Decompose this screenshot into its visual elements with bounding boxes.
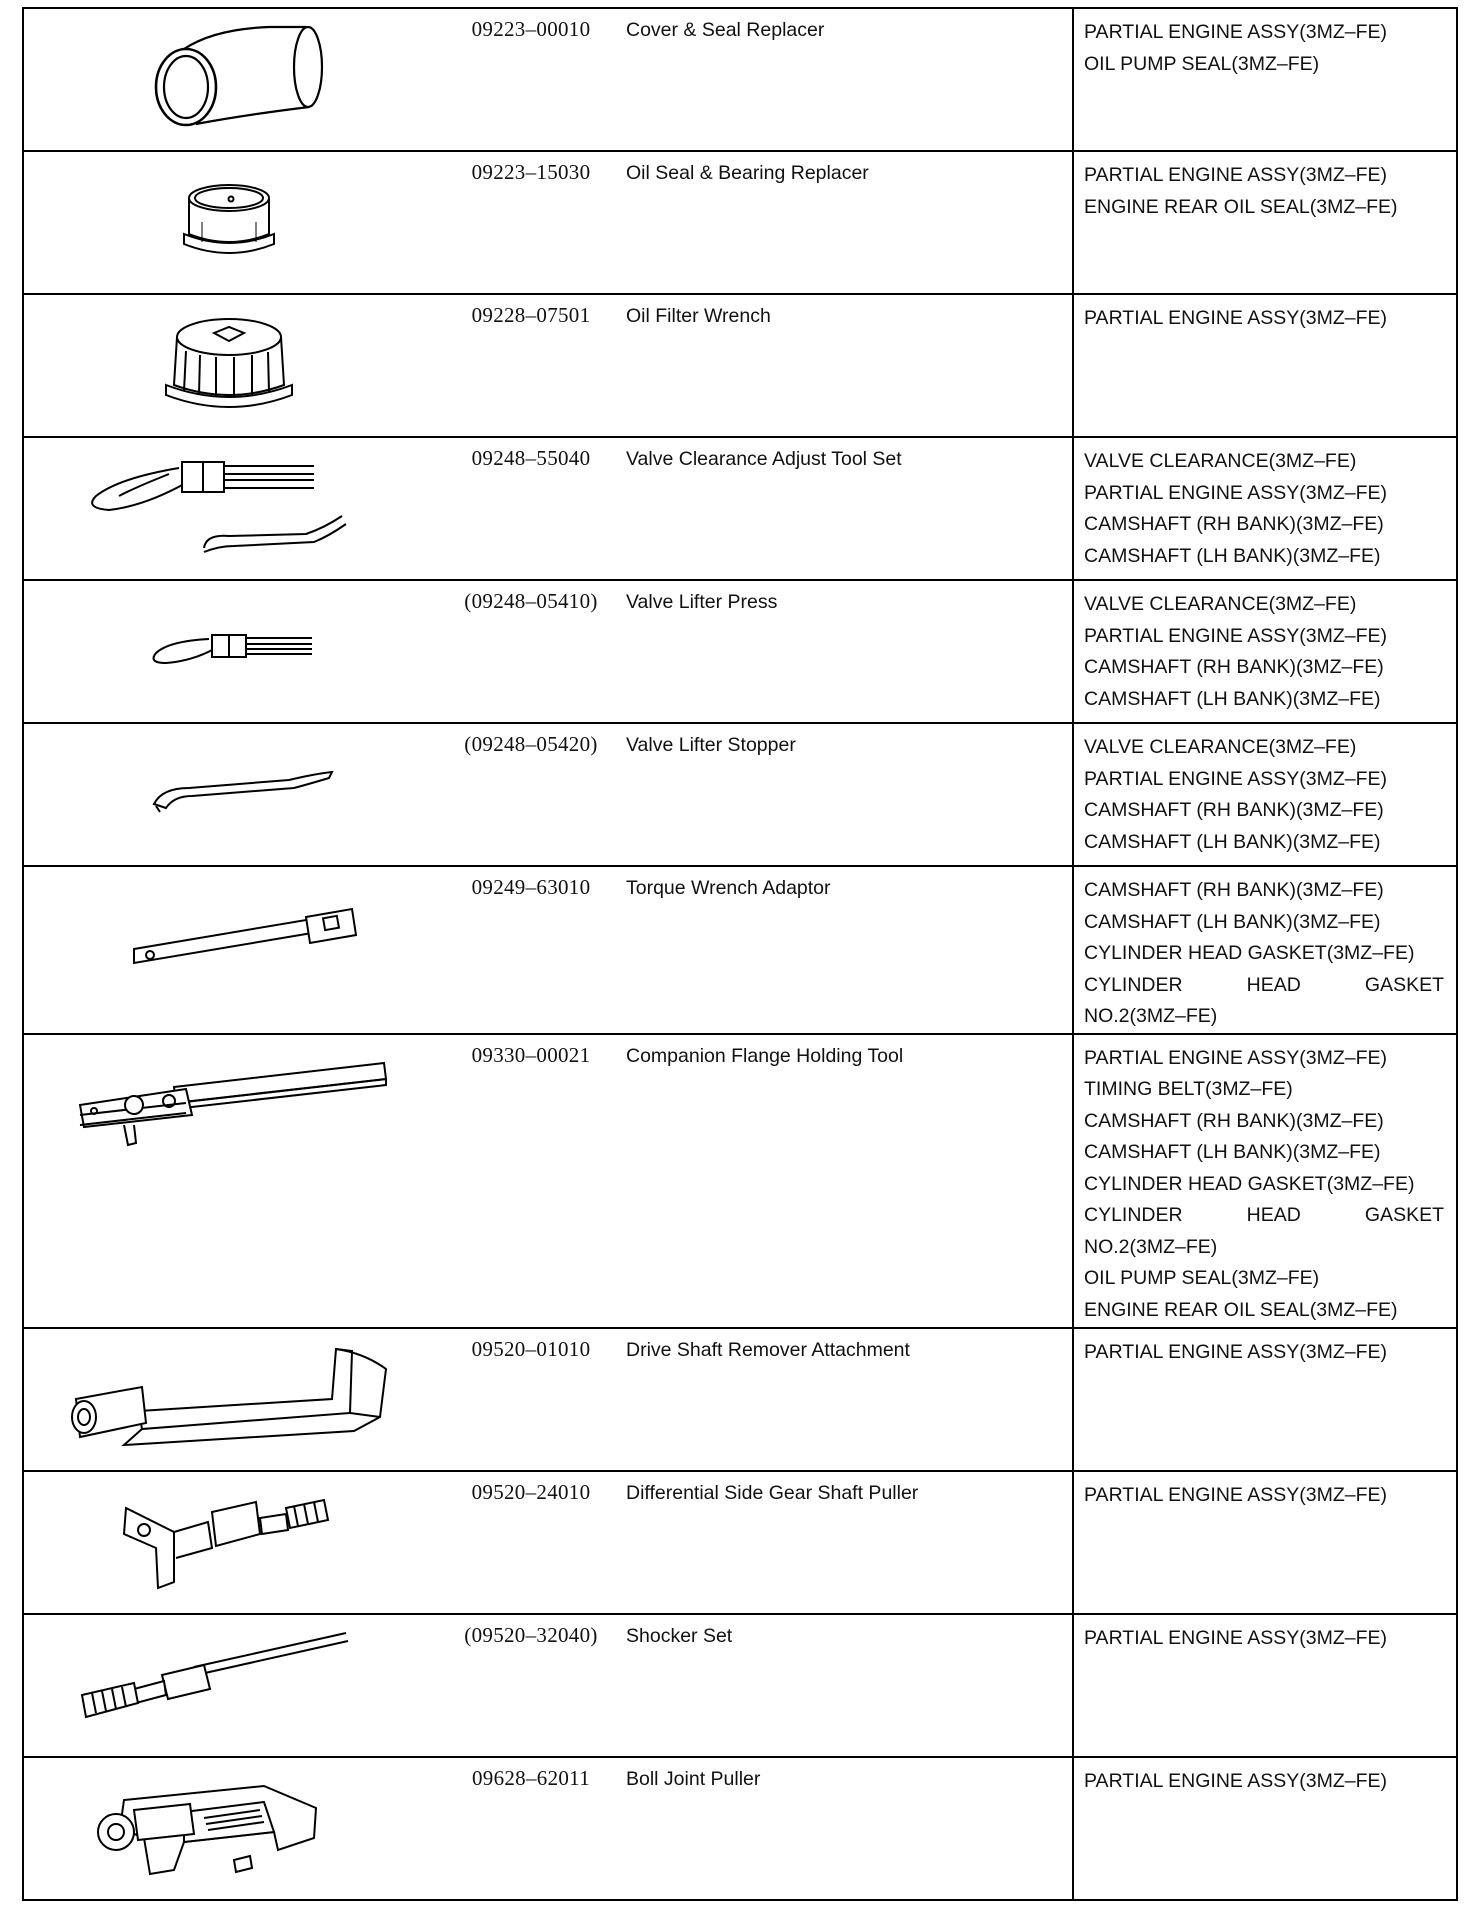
table-row: [23, 437, 1457, 580]
application-line: PARTIAL ENGINE ASSY(3MZ–FE): [1084, 481, 1388, 504]
application-line: VALVE CLEARANCE(3MZ–FE): [1084, 450, 1357, 472]
part-number: 09520–01010: [471, 1336, 591, 1361]
tool-info-cell: [441, 866, 1073, 1034]
application-line: OIL PUMP SEAL(3MZ–FE): [1084, 52, 1320, 75]
tool-illustration-cell: [23, 151, 441, 294]
application-word: GASKET: [1364, 1204, 1444, 1226]
torque-wrench-adaptor-icon: [24, 867, 442, 1028]
application-line: ENGINE REAR OIL SEAL(3MZ–FE): [1084, 195, 1398, 218]
application-line: TIMING BELT(3MZ–FE): [1084, 1078, 1293, 1100]
applications-cell: [1073, 723, 1457, 866]
tool-illustration-cell: [23, 1757, 441, 1900]
tool-illustration-cell: [23, 8, 441, 151]
part-number: 09228–07501: [471, 303, 591, 327]
part-number: 09223–15030: [471, 160, 591, 184]
tool-illustration-cell: [23, 437, 441, 580]
application-line: PARTIAL ENGINE ASSY(3MZ–FE): [1084, 1626, 1388, 1649]
application-word: CYLINDER: [1084, 973, 1183, 996]
part-number: 09223–00010: [471, 17, 591, 41]
applications-cell: [1073, 580, 1457, 723]
application-line: PARTIAL ENGINE ASSY(3MZ–FE): [1084, 767, 1388, 790]
application-word: HEAD: [1246, 1204, 1301, 1226]
application-line: PARTIAL ENGINE ASSY(3MZ–FE): [1084, 1769, 1388, 1792]
application-line: VALVE CLEARANCE(3MZ–FE): [1084, 736, 1357, 758]
tool-name: Valve Clearance Adjust Tool Set: [626, 448, 902, 470]
applications-cell: [1073, 866, 1457, 1034]
valve-lifter-press-icon: [24, 581, 442, 720]
tool-name: Companion Flange Holding Tool: [626, 1044, 904, 1067]
application-line: VALVE CLEARANCE(3MZ–FE): [1084, 593, 1357, 615]
tool-info-cell: [441, 1328, 1073, 1471]
tool-illustration-cell: [23, 580, 441, 723]
slide-hammer-icon: [24, 1615, 442, 1754]
applications-cell: [1073, 1328, 1457, 1471]
table-row: [23, 1614, 1457, 1757]
application-line: CAMSHAFT (RH BANK)(3MZ–FE): [1084, 799, 1384, 821]
tool-info-cell: [441, 1614, 1073, 1757]
part-number: (09520–32040): [464, 1622, 598, 1647]
tool-info-cell: [441, 580, 1073, 723]
tool-illustration-cell: [23, 1328, 441, 1471]
applications-cell: [1073, 151, 1457, 294]
oil-filter-wrench-icon: [24, 295, 442, 434]
tool-illustration-cell: [23, 1614, 441, 1757]
cylinder-sleeve-icon: [24, 9, 442, 148]
tool-name: Oil Seal & Bearing Replacer: [626, 162, 869, 184]
application-line: CAMSHAFT (LH BANK)(3MZ–FE): [1084, 544, 1381, 567]
gear-shaft-puller-icon: [24, 1472, 442, 1611]
table-row: [23, 294, 1457, 437]
application-word: CYLINDER: [1084, 1204, 1183, 1226]
part-number: (09248–05420): [464, 732, 598, 756]
application-word: HEAD: [1246, 973, 1301, 996]
part-number: (09248–05410): [464, 589, 598, 613]
table-row: [23, 1757, 1457, 1900]
table-row: [23, 8, 1457, 151]
tool-name: Torque Wrench Adaptor: [626, 877, 831, 899]
tool-name: Shocker Set: [626, 1624, 733, 1647]
tool-illustration-cell: [23, 1471, 441, 1614]
application-line: PARTIAL ENGINE ASSY(3MZ–FE): [1084, 1483, 1388, 1506]
application-line: NO.2(3MZ–FE): [1084, 1235, 1218, 1258]
application-line: [1084, 1200, 1446, 1232]
application-line: CAMSHAFT (LH BANK)(3MZ–FE): [1084, 910, 1381, 933]
table-row: [23, 580, 1457, 723]
table-row: [23, 1471, 1457, 1614]
application-line: CYLINDER HEAD GASKET(3MZ–FE): [1084, 942, 1415, 964]
part-number: 09330–00021: [471, 1042, 591, 1067]
application-line: [1084, 970, 1446, 1002]
tool-info-cell: [441, 1034, 1073, 1328]
application-line: CAMSHAFT (LH BANK)(3MZ–FE): [1084, 1141, 1381, 1163]
table-row: [23, 151, 1457, 294]
tool-info-cell: [441, 1471, 1073, 1614]
application-line: CAMSHAFT (LH BANK)(3MZ–FE): [1084, 687, 1381, 710]
application-line: ENGINE REAR OIL SEAL(3MZ–FE): [1084, 1298, 1398, 1321]
valve-lifter-stopper-icon: [24, 724, 442, 863]
application-line: CAMSHAFT (RH BANK)(3MZ–FE): [1084, 879, 1384, 901]
flange-holding-tool-icon: [24, 1035, 442, 1325]
tool-name: Valve Lifter Stopper: [626, 734, 796, 756]
applications-cell: [1073, 1034, 1457, 1328]
tool-name: Valve Lifter Press: [626, 591, 778, 613]
table-row: [23, 1328, 1457, 1471]
application-line: PARTIAL ENGINE ASSY(3MZ–FE): [1084, 1046, 1388, 1069]
tool-info-cell: [441, 8, 1073, 151]
application-line: CAMSHAFT (RH BANK)(3MZ–FE): [1084, 1109, 1384, 1132]
tool-info-cell: [441, 723, 1073, 866]
tool-illustration-cell: [23, 723, 441, 866]
part-number: 09628–62011: [471, 1765, 591, 1790]
tool-illustration-cell: [23, 866, 441, 1034]
application-line: PARTIAL ENGINE ASSY(3MZ–FE): [1084, 624, 1388, 647]
application-line: CAMSHAFT (RH BANK)(3MZ–FE): [1084, 656, 1384, 678]
tool-info-cell: [441, 294, 1073, 437]
tool-name: Cover & Seal Replacer: [626, 19, 825, 41]
tool-info-cell: [441, 437, 1073, 580]
tool-name: Drive Shaft Remover Attachment: [626, 1338, 910, 1361]
application-line: CYLINDER HEAD GASKET(3MZ–FE): [1084, 1172, 1415, 1195]
part-number: 09249–63010: [471, 875, 591, 899]
applications-cell: [1073, 8, 1457, 151]
applications-cell: [1073, 1614, 1457, 1757]
application-line: PARTIAL ENGINE ASSY(3MZ–FE): [1084, 307, 1388, 329]
applications-cell: [1073, 1471, 1457, 1614]
valve-tool-set-icon: [24, 438, 442, 577]
applications-cell: [1073, 437, 1457, 580]
seal-cup-icon: [24, 152, 442, 291]
applications-cell: [1073, 1757, 1457, 1900]
drive-shaft-remover-icon: [24, 1329, 442, 1468]
part-number: 09248–55040: [471, 446, 591, 470]
table-row: [23, 723, 1457, 866]
sst-table: [22, 7, 1458, 1901]
tool-name: Differential Side Gear Shaft Puller: [626, 1481, 919, 1504]
application-line: CAMSHAFT (LH BANK)(3MZ–FE): [1084, 830, 1381, 853]
application-line: NO.2(3MZ–FE): [1084, 1005, 1218, 1027]
tool-name: Oil Filter Wrench: [626, 305, 771, 327]
tool-illustration-cell: [23, 294, 441, 437]
tool-info-cell: [441, 1757, 1073, 1900]
tool-info-cell: [441, 151, 1073, 294]
applications-cell: [1073, 294, 1457, 437]
table-row: [23, 1034, 1457, 1328]
ball-joint-puller-icon: [24, 1758, 442, 1897]
application-line: CAMSHAFT (RH BANK)(3MZ–FE): [1084, 513, 1384, 535]
tool-name: Boll Joint Puller: [626, 1767, 761, 1790]
application-word: GASKET: [1364, 973, 1444, 996]
application-line: PARTIAL ENGINE ASSY(3MZ–FE): [1084, 164, 1388, 186]
table-row: [23, 866, 1457, 1034]
application-line: OIL PUMP SEAL(3MZ–FE): [1084, 1267, 1320, 1289]
part-number: 09520–24010: [471, 1479, 591, 1504]
application-line: PARTIAL ENGINE ASSY(3MZ–FE): [1084, 21, 1388, 43]
application-line: PARTIAL ENGINE ASSY(3MZ–FE): [1084, 1340, 1388, 1363]
tool-illustration-cell: [23, 1034, 441, 1328]
